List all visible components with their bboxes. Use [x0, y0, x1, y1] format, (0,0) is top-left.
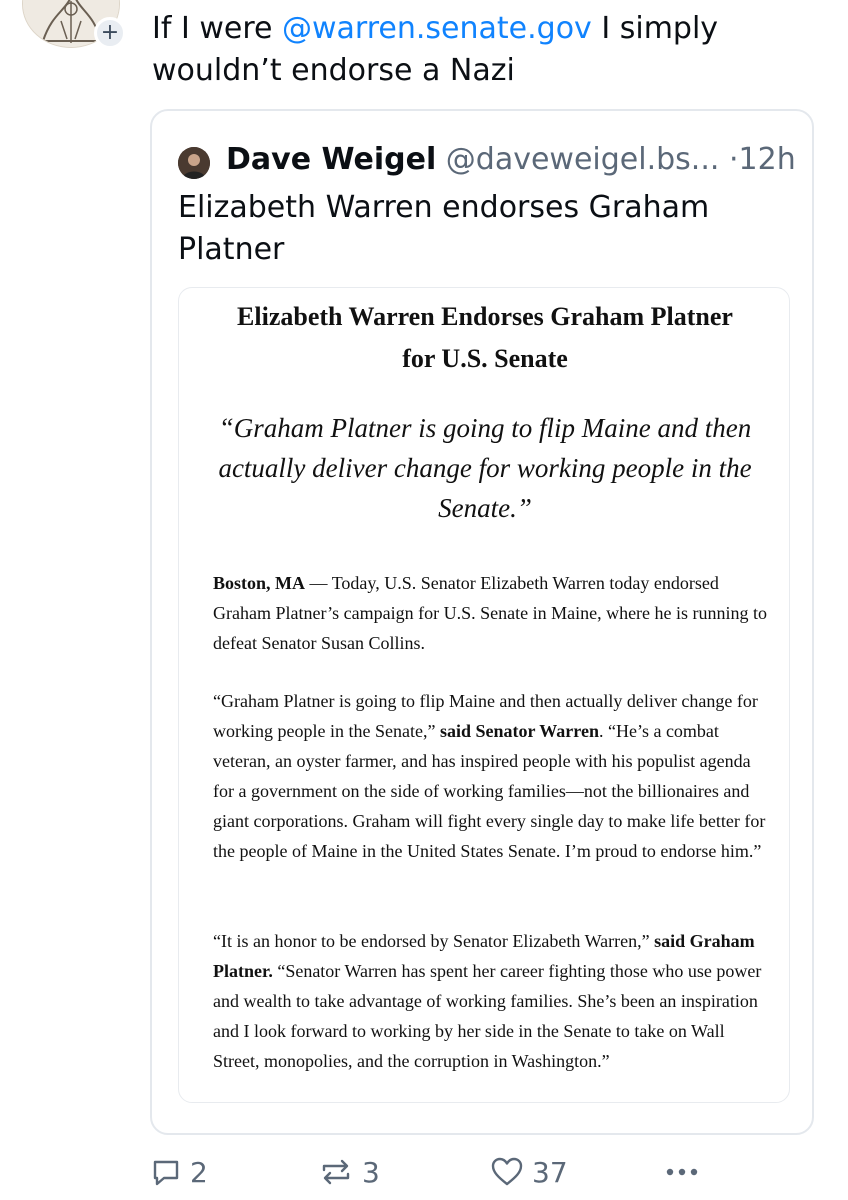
dateline: Boston, MA: [213, 573, 306, 593]
paragraph-2-attribution: said Senator Warren: [439, 721, 599, 741]
quoted-author-avatar[interactable]: [178, 147, 210, 179]
press-release-paragraph-1: [213, 568, 773, 658]
press-release-title: Elizabeth Warren Endorses Graham Platner for U.S. Senate: [237, 302, 733, 373]
quoted-author-handle[interactable]: @daveweigel.bs...: [445, 142, 720, 177]
repost-button[interactable]: [318, 1150, 380, 1194]
more-icon: [664, 1166, 700, 1178]
paragraph-2-text-a: “Graham Platner is going to flip Maine and then actually deliver change for working people in the Senate,”: [213, 691, 758, 741]
repost-count: 3: [362, 1155, 380, 1189]
follow-button[interactable]: [94, 17, 126, 49]
like-icon: [490, 1156, 524, 1188]
repost-icon: [318, 1156, 354, 1188]
press-release-image[interactable]: [178, 287, 790, 1103]
quoted-post-header: [226, 139, 796, 181]
like-count: 37: [532, 1155, 568, 1189]
reply-count: 2: [190, 1155, 208, 1189]
reply-button[interactable]: [150, 1150, 208, 1194]
post-text: [152, 8, 792, 92]
author-photo: [178, 147, 210, 179]
quoted-author-name[interactable]: Dave Weigel: [226, 142, 437, 177]
plus-icon: +: [100, 20, 120, 45]
quoted-post[interactable]: [150, 109, 814, 1135]
quoted-post-text: Elizabeth Warren endorses Graham Platner: [178, 190, 710, 267]
post-actions: [0, 1150, 848, 1194]
paragraph-3-text-b: “Senator Warren has spent her career fighting those who use power and wealth to take advantage of working families. She’s been an inspiration and I look forward to working by her side in the Senate to take on Wall Street, monopolies, and the corruption in Washington.”: [213, 961, 762, 1071]
reply-icon: [150, 1156, 182, 1188]
press-release-paragraph-3: [213, 926, 773, 1076]
header-separator: ·: [728, 142, 739, 177]
post-text-after: I simply wouldn’t endorse a Nazi: [152, 11, 719, 88]
like-button[interactable]: [490, 1150, 568, 1194]
paragraph-2-text-b: . “He’s a combat veteran, an oyster farmer, and has inspired people with his populist agenda for a government on the side of working families—not the billionaires and giant corporations. Graham will fight every single day to make life better for the people of Maine in the United States Senate. I’m proud to endorse him.”: [213, 721, 766, 861]
paragraph-3-attribution: said Graham Platner.: [213, 931, 755, 981]
press-release-paragraph-2: [213, 686, 773, 866]
post-timestamp[interactable]: 12h: [738, 142, 796, 177]
more-options-button[interactable]: [664, 1150, 700, 1194]
press-release-pull-quote: “Graham Platner is going to flip Maine and then actually deliver change for working people in the Senate.”: [218, 413, 752, 523]
paragraph-3-text-a: “It is an honor to be endorsed by Senator Elizabeth Warren,”: [213, 931, 655, 951]
paragraph-1-text: — Today, U.S. Senator Elizabeth Warren today endorsed Graham Platner’s campaign for U.S. Senate in Maine, where he is running to defeat Senator Susan Collins.: [213, 573, 768, 653]
mention-link[interactable]: @warren.senate.gov: [282, 11, 592, 46]
post-text-before: If I were: [152, 11, 282, 46]
